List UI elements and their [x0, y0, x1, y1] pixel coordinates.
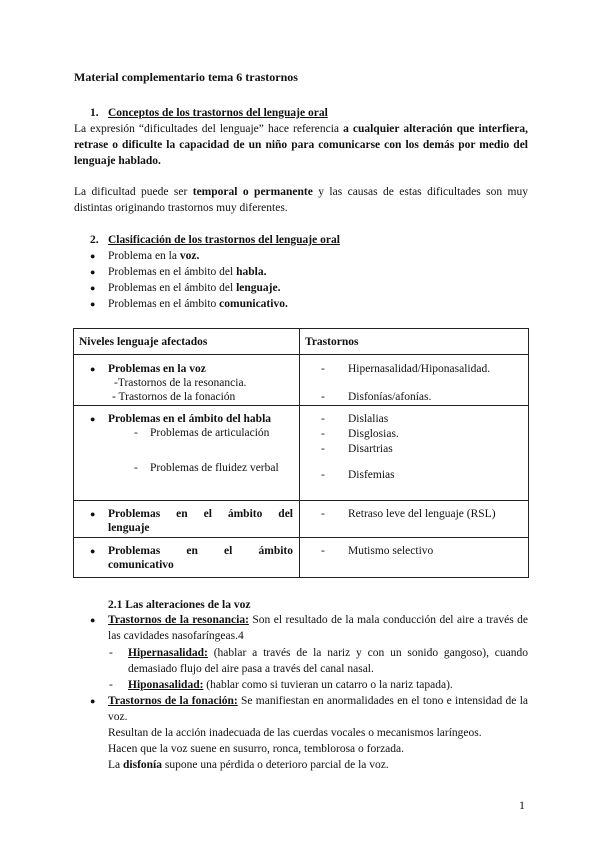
document-title: Material complementario tema 6 trastornos: [74, 70, 298, 84]
p2-text-c: y las causas de estas dificultades son muy distintas originando trastornos muy diferentes.: [74, 186, 528, 214]
fonacion-detail: Resultan de la acción inadecuada de las cuerdas vocales o mecanismos laríngeos.: [108, 727, 482, 739]
bullet-icon: ●: [90, 615, 96, 625]
section2-heading: [90, 233, 340, 248]
disorders-table: [73, 328, 529, 578]
list-item: [90, 693, 528, 725]
section21-body: [90, 612, 528, 773]
line-text: La: [108, 759, 124, 771]
row-sub: - Problemas de fluidez verbal: [74, 461, 299, 476]
resonance-text: Son el resultado de la mala conducción del aire a través de las cavidades nasofaríngeas.4: [108, 614, 528, 642]
disorder-item: - Disfonías/afonías.: [300, 390, 528, 405]
page-number: 1: [519, 798, 525, 812]
section1-paragraph1: [74, 121, 528, 169]
line-text: supone una pérdida o deterioro parcial de la voz.: [162, 759, 389, 771]
header-levels: Niveles lenguaje afectados: [79, 336, 208, 348]
item-bold: comunicativo.: [219, 298, 288, 310]
item-text: Problemas en el ámbito del: [108, 282, 237, 294]
list-item: [90, 248, 288, 264]
table-row: [74, 355, 529, 406]
fonacion-detail: Hacen que la voz suene en susurro, ronca, temblorosa o forzada.: [108, 743, 405, 755]
disorder-item: - Dislalias: [300, 412, 528, 427]
section1-heading: [90, 106, 328, 121]
table-row: [74, 501, 529, 538]
table-cell: [300, 538, 529, 578]
disorder-item: - Disfemias: [300, 468, 528, 483]
table-row: [74, 538, 529, 578]
list-item: [90, 296, 288, 312]
item-bold: lenguaje.: [236, 282, 281, 294]
table-cell: [300, 501, 529, 538]
disorder-item: - Mutismo selectivo: [300, 544, 528, 559]
item-bold: habla.: [236, 266, 267, 278]
item-text: Problemas en el ámbito del: [108, 266, 237, 278]
disorder-item: - Hipernasalidad/Hiponasalidad.: [300, 362, 528, 377]
section1-number: 1.: [90, 107, 99, 119]
table-header-cell: [74, 329, 300, 355]
hipernasalidad-text: (hablar a través de la nariz y con un sonido gangoso), cuando demasiado flujo del aire pasa a través del canal nasal.: [128, 647, 528, 675]
table-header-cell: [300, 329, 529, 355]
hiponasalidad-label: Hiponasalidad:: [128, 679, 204, 691]
list-item: - Hiponasalidad: (hablar como si tuvieran un catarro o la nariz tapada).: [109, 679, 453, 691]
section1-title: Conceptos de los trastornos del lenguaje oral: [108, 107, 328, 119]
disorder-item: - Retraso leve del lenguaje (RSL): [300, 507, 528, 522]
table-cell: [300, 355, 529, 406]
p2-text-a: La dificultad puede ser: [74, 186, 193, 198]
item-text: Problemas en el ámbito: [108, 298, 220, 310]
section2-title: Clasificación de los trastornos del lenguaje oral: [108, 234, 340, 246]
item-text: Problema en la: [108, 250, 180, 262]
p1-text: La expresión “dificultades del lenguaje” hace referencia: [74, 123, 344, 135]
row-sub: -Trastornos de la resonancia.: [114, 377, 247, 389]
row-title: ● Problemas en el ámbito del habla: [74, 412, 299, 426]
table-row: [74, 406, 529, 501]
table-cell: [74, 406, 300, 501]
table-cell: [74, 501, 300, 538]
list-item: [90, 280, 288, 296]
section21-heading: 2.1 Las alteraciones de la voz: [108, 599, 251, 611]
header-disorders: Trastornos: [305, 336, 359, 348]
list-item: [90, 264, 288, 280]
list-item: [90, 612, 528, 644]
fonacion-label: Trastornos de la fonación:: [108, 695, 238, 707]
line-bold: disfonía: [123, 759, 163, 771]
row-sub: - Trastornos de la fonación: [112, 391, 236, 403]
row-sub: - Problemas de articulación: [74, 426, 299, 441]
list-item: - Hipernasalidad: (hablar a través de la nariz y con un sonido gangoso), cuando demasiado flujo del aire pasa a través del canal nasal.: [109, 647, 528, 675]
row-title-cont: lenguaje: [108, 522, 150, 534]
row-title: ● Problemas en el ámbito del: [74, 507, 293, 521]
table-cell: [74, 538, 300, 578]
item-bold: voz.: [179, 250, 200, 262]
p2-bold-text: temporal o permanente: [192, 186, 313, 198]
table-header-row: [74, 329, 529, 355]
row-title: ● Problemas en el ámbito: [74, 544, 293, 558]
row-title-cont: comunicativo: [108, 559, 174, 571]
classification-list: [90, 248, 288, 312]
bullet-icon: ●: [90, 696, 96, 706]
table-cell: [74, 355, 300, 406]
resonance-label: Trastornos de la resonancia:: [108, 614, 249, 626]
row-title: ● Problemas en la voz: [74, 362, 299, 376]
fonacion-detail: [90, 757, 528, 773]
p1-bold-text: a cualquier alteración que interfiera, retrase o dificulte la capacidad de un niño para comunicarse con los demás por medio del lenguaje hablado.: [74, 123, 528, 167]
disorder-item: - Disartrias: [300, 442, 528, 457]
hiponasalidad-text: (hablar como si tuvieran un catarro o la nariz tapada).: [203, 679, 453, 691]
section2-number: 2.: [90, 234, 99, 246]
table-cell: [300, 406, 529, 501]
hipernasalidad-label: Hipernasalidad:: [128, 647, 208, 659]
section1-paragraph2: [74, 184, 528, 216]
fonacion-text: Se manifiestan en anormalidades en el tono e intensidad de la voz.: [108, 695, 528, 723]
disorder-item: - Disglosias.: [300, 427, 528, 442]
